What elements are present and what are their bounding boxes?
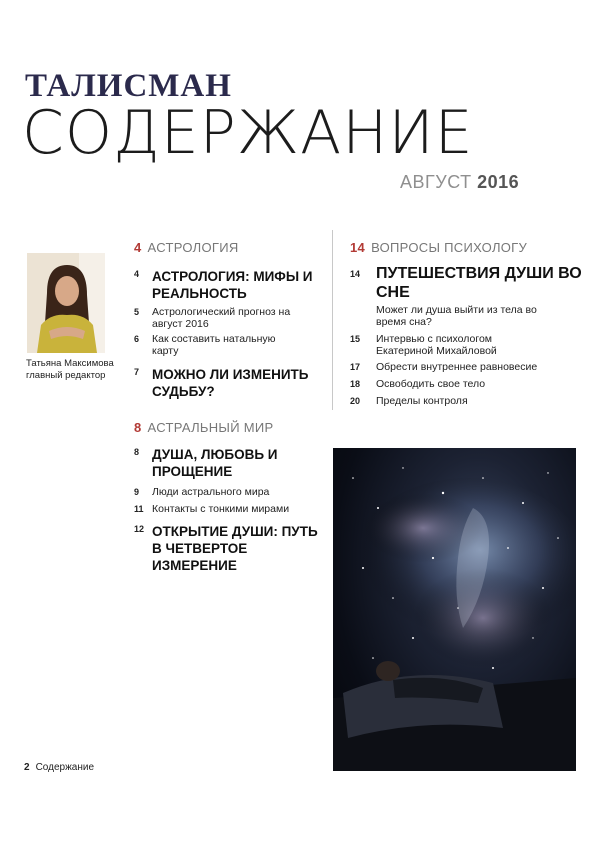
toc-item[interactable] — [134, 486, 329, 499]
toc-title: Пределы контроля — [376, 395, 468, 407]
toc-subtitle: Может ли душа выйти из тела во время сна? — [376, 304, 537, 328]
toc-item[interactable] — [134, 523, 324, 574]
toc-item[interactable] — [350, 333, 570, 357]
toc-title: Люди астрального мира — [152, 486, 270, 498]
toc-title: Астрологический прогноз на август 2016 — [152, 306, 291, 330]
footer-page-number: 2 — [24, 762, 30, 773]
toc-title: Освободить свое тело — [376, 378, 486, 390]
toc-title: ПУТЕШЕСТВИЯ ДУШИ ВО СНЕ — [376, 265, 582, 301]
editor-role: главный редактор — [26, 370, 106, 381]
toc-page: 18 — [350, 379, 361, 389]
section-astral-header — [134, 420, 274, 435]
toc-item[interactable] — [350, 378, 580, 391]
section-page: 8 — [134, 420, 142, 435]
toc-item[interactable] — [350, 361, 580, 374]
toc-title: МОЖНО ЛИ ИЗМЕНИТЬ СУДЬБУ? — [152, 367, 309, 399]
dream-illustration — [333, 448, 576, 771]
footer-label: Содержание — [35, 762, 95, 773]
toc-item[interactable] — [350, 395, 580, 408]
toc-item[interactable] — [134, 446, 294, 480]
magazine-brand: ТАЛИСМАН — [25, 68, 232, 104]
toc-page: 7 — [134, 367, 140, 377]
toc-item[interactable] — [134, 268, 329, 302]
section-psych-header — [350, 240, 527, 255]
toc-title: Контакты с тонкими мирами — [152, 503, 290, 515]
issue-date — [400, 172, 519, 193]
toc-page: 6 — [134, 334, 140, 344]
issue-month: АВГУСТ — [400, 172, 472, 192]
toc-page: 12 — [134, 524, 145, 534]
toc-page: 4 — [134, 269, 140, 279]
editor-name: Татьяна Максимова — [26, 358, 114, 369]
toc-page: 11 — [134, 504, 144, 514]
section-page: 14 — [350, 240, 366, 255]
page-footer — [24, 762, 94, 773]
toc-page: 5 — [134, 307, 140, 317]
section-title: АСТРАЛЬНЫЙ МИР — [147, 420, 274, 435]
toc-page: 14 — [350, 269, 361, 279]
toc-page: 20 — [350, 396, 361, 406]
toc-item[interactable] — [134, 503, 329, 516]
editor-photo — [27, 253, 105, 353]
column-divider — [332, 230, 333, 410]
section-astrology-header — [134, 240, 239, 255]
toc-title: АСТРОЛОГИЯ: МИФЫ И РЕАЛЬНОСТЬ — [152, 269, 313, 301]
issue-year: 2016 — [477, 172, 520, 192]
toc-item[interactable] — [350, 264, 582, 328]
toc-title: Обрести внутреннее равновесие — [376, 361, 538, 373]
section-page: 4 — [134, 240, 142, 255]
toc-title: ДУША, ЛЮБОВЬ И ПРОЩЕНИЕ — [152, 447, 278, 479]
toc-title: Как составить натальную карту — [152, 333, 276, 357]
toc-page: 9 — [134, 487, 140, 497]
toc-page: 8 — [134, 447, 140, 457]
toc-title: ОТКРЫТИЕ ДУШИ: ПУТЬ В ЧЕТВЕРТОЕ ИЗМЕРЕНИЕ — [152, 524, 318, 573]
page-title: СОДЕРЖАНИЕ — [22, 98, 474, 168]
toc-page: 17 — [350, 362, 361, 372]
editor-caption — [26, 358, 114, 382]
toc-item[interactable] — [134, 306, 304, 330]
section-title: ВОПРОСЫ ПСИХОЛОГУ — [371, 240, 528, 255]
toc-page: 15 — [350, 334, 361, 344]
toc-item[interactable] — [134, 366, 324, 400]
section-title: АСТРОЛОГИЯ — [147, 240, 239, 255]
toc-title: Интервью с психологом Екатериной Михайловой — [376, 333, 497, 357]
toc-item[interactable] — [134, 333, 304, 357]
